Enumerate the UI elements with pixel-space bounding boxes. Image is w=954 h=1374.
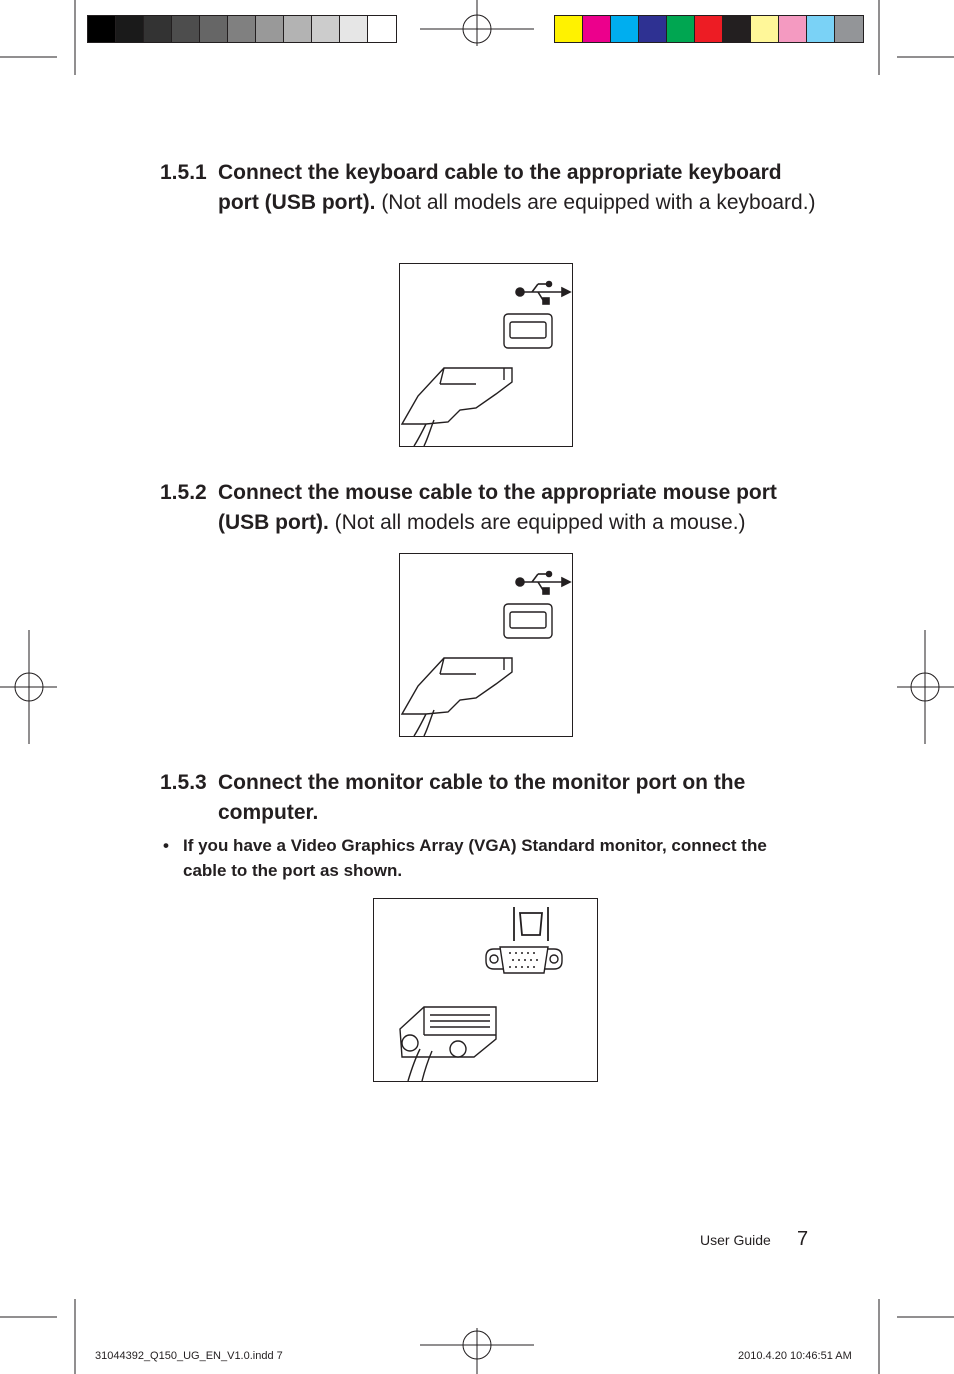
gray-swatch [256, 16, 284, 42]
usb-icon [516, 282, 570, 305]
usb-plug [402, 658, 512, 736]
color-swatch [667, 16, 695, 42]
footer-label: User Guide [700, 1232, 771, 1248]
usb-plug [402, 368, 512, 446]
color-swatch [723, 16, 751, 42]
color-swatch-bar [554, 15, 864, 43]
section-body [218, 768, 818, 828]
section-note: (Not all models are equipped with a mouse.) [328, 511, 746, 534]
slug-timestamp: 2010.4.20 10:46:51 AM [738, 1350, 852, 1362]
bullet-text: If you have a Video Graphics Array (VGA) Standard monitor, connect the cable to the port as shown. [183, 836, 767, 880]
mouse-usb-figure [399, 553, 573, 737]
color-swatch [807, 16, 835, 42]
slug-file: 31044392_Q150_UG_EN_V1.0.indd 7 [95, 1350, 283, 1362]
gray-swatch-bar [87, 15, 397, 43]
section-number: 1.5.1 [160, 161, 207, 184]
usb-icon [516, 572, 570, 595]
gray-swatch [172, 16, 200, 42]
section-instruction: Connect the mouse cable to the appropriate mouse port (USB port). [218, 481, 777, 534]
color-swatch [639, 16, 667, 42]
color-swatch [779, 16, 807, 42]
gray-swatch [340, 16, 368, 42]
section-heading-mouse [160, 478, 820, 538]
color-swatch [751, 16, 779, 42]
color-swatch [555, 16, 583, 42]
color-swatch [611, 16, 639, 42]
gray-swatch [284, 16, 312, 42]
page-number: 7 [797, 1228, 809, 1250]
gray-swatch [88, 16, 116, 42]
vga-monitor-icon [514, 907, 548, 941]
bullet-symbol: • [163, 836, 169, 855]
color-swatch [835, 16, 863, 42]
vga-port [486, 947, 562, 973]
gray-swatch [312, 16, 340, 42]
section-heading-keyboard [160, 158, 820, 248]
section-heading-monitor [160, 768, 820, 828]
color-swatch [583, 16, 611, 42]
section-number: 1.5.3 [160, 771, 207, 794]
usb-port [504, 604, 552, 638]
color-swatch [695, 16, 723, 42]
gray-swatch [200, 16, 228, 42]
gray-swatch [116, 16, 144, 42]
monitor-vga-figure [373, 898, 598, 1082]
keyboard-usb-figure [399, 263, 573, 447]
section-body [218, 158, 818, 218]
usb-port [504, 314, 552, 348]
section-number: 1.5.2 [160, 481, 207, 504]
vga-plug [400, 1007, 496, 1081]
gray-swatch [228, 16, 256, 42]
section-instruction: Connect the monitor cable to the monitor port on the computer. [218, 771, 746, 824]
section-body [218, 478, 818, 538]
gray-swatch [144, 16, 172, 42]
gray-swatch [368, 16, 396, 42]
section-instruction: Connect the keyboard cable to the appropriate keyboard port (USB port). [218, 161, 782, 214]
section-note: (Not all models are equipped with a keyboard.) [375, 191, 816, 214]
